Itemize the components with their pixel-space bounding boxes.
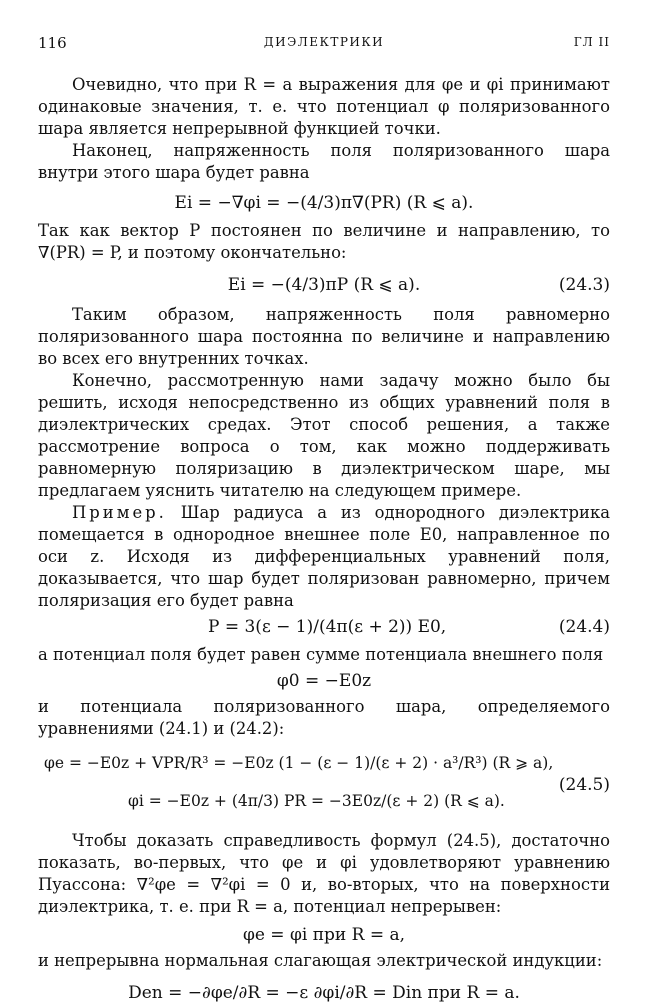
equation-number: (24.3) xyxy=(558,275,610,295)
equation-text: Ei = −(4/3)πP (R ⩽ a). xyxy=(227,275,421,295)
example-text: Шар радиуса a из однородного диэлектрика помещается в однородное внешнее поле E0, направленное по оси z. Исходя из дифференциальных уравнений поля, доказывается, что шар будет поляризован равномерно, причем поляризация его будет равна xyxy=(38,503,610,610)
running-header xyxy=(38,34,610,60)
equation-text: Den = −∂φe/∂R = −ε ∂φi/∂R = Din при R = a. xyxy=(128,983,520,1003)
paragraph-continuity: Очевидно, что при R = a выражения для φe и φi принимают одинаковые значения, т. е. что потенциал φ поляризованного шара является непрерывной функцией точки. xyxy=(38,75,610,138)
equation-normal-induction xyxy=(38,980,610,1006)
equation-phi0 xyxy=(38,668,610,694)
equation-continuity xyxy=(38,922,610,948)
equation-24-5 xyxy=(38,748,610,822)
chapter-label: ГЛ II xyxy=(573,35,610,49)
paragraph-sphere-potential: и потенциала поляризованного шара, определяемого уравнениями (24.1) и (24.2): xyxy=(38,697,610,738)
example-label: Пример. xyxy=(72,503,167,522)
equation-text: Ei = −∇φi = −(4/3)π∇(PR) (R ⩽ a). xyxy=(174,193,474,213)
paragraph-conclusion: Таким образом, напряженность поля равномерно поляризованного шара постоянна по величине и направлению во всех его внутренних точках. xyxy=(38,305,610,368)
paragraph-p-constant: Так как вектор P постоянен по величине и направлению, то ∇(PR) = P, и поэтому окончательно: xyxy=(38,221,610,262)
paragraph-external-potential: а потенциал поля будет равен сумме потенциала внешнего поля xyxy=(38,645,604,664)
equation-number: (24.5) xyxy=(558,775,610,795)
paragraph-proof: Чтобы доказать справедливость формул (24.5), достаточно показать, во-первых, что φe и φi удовлетворяют уравнению Пуассона: ∇²φe = ∇²φi = 0 и, во-вторых, что на поверхности диэлектрика, т. е. при R = a, потенциал непрерывен: xyxy=(38,831,610,916)
equation-text: φe = −E0z + VPR/R³ = −E0z (1 − (ε − 1)/(ε + 2) · a³/R³) (R ⩾ a), xyxy=(44,754,554,772)
equation-text: φ0 = −E0z xyxy=(276,671,372,691)
equation-24-3 xyxy=(38,272,610,298)
equation-24-5-line-1 xyxy=(44,750,553,776)
page-number: 116 xyxy=(38,34,67,52)
paragraph-field-inside: Наконец, напряженность поля поляризованного шара внутри этого шара будет равна xyxy=(38,141,610,182)
equation-text: φe = φi при R = a, xyxy=(242,925,406,945)
paragraph-general-solution: Конечно, рассмотренную нами задачу можно было бы решить, исходя непосредственно из общих уравнений поля в диэлектрических средах. Этот способ решения, а также рассмотрение вопроса о том, как можно поддерживать равномерную поляризацию в диэлектрическом шаре, мы предлагаем уяснить читателю на следующем примере. xyxy=(38,371,610,500)
running-title: ДИЭЛЕКТРИКИ xyxy=(263,35,385,49)
equation-ei-gradient xyxy=(38,190,610,216)
equation-24-4 xyxy=(38,614,610,640)
paragraph-induction: и непрерывна нормальная слагающая электрической индукции: xyxy=(38,951,603,970)
equation-text: φi = −E0z + (4π/3) PR = −3E0z/(ε + 2) (R ⩽ a). xyxy=(128,792,505,810)
equation-text: P = 3(ε − 1)/(4π(ε + 2)) E0, xyxy=(208,617,447,637)
paragraph-example xyxy=(38,502,610,612)
equation-number: (24.4) xyxy=(558,617,610,637)
book-page xyxy=(38,34,610,1006)
equation-24-5-line-2 xyxy=(128,788,505,814)
